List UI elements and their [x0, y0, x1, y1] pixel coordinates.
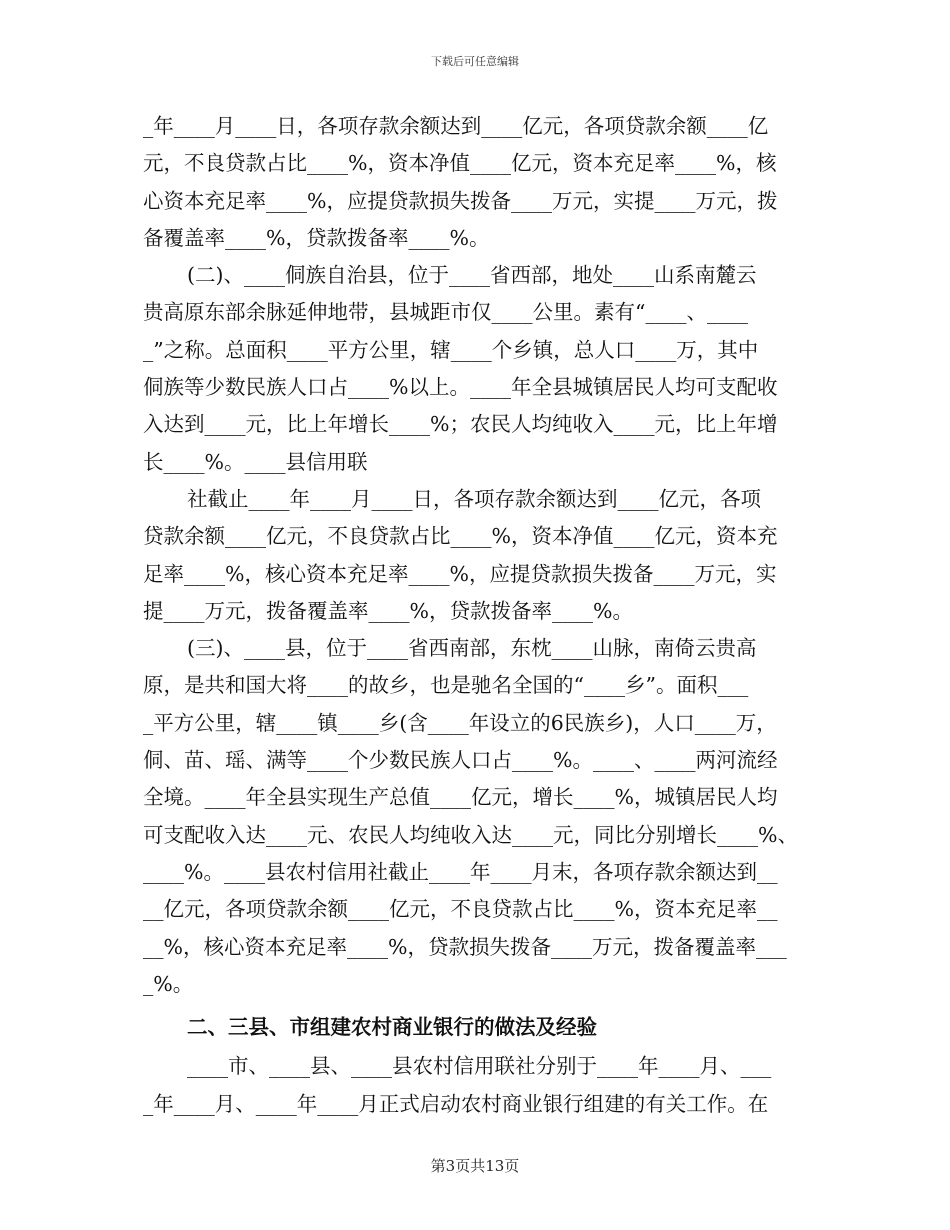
page-number-footer: 第3页共13页 [430, 1157, 520, 1175]
text-line: _年____月____日，各项存款余额达到____亿元，各项贷款余额____亿 [143, 114, 769, 138]
text-line: 元，不良贷款占比____%，资本净值____亿元，资本充足率____%，核 [143, 151, 777, 176]
text-line: _平方公里，辖____镇____乡(含____年设立的6民族乡)，人口____万， [143, 710, 777, 735]
text-line: 全境。____年全县实现生产总值____亿元，增长____%，城镇居民人均 [143, 785, 778, 810]
text-line: 社截止____年____月____日，各项存款余额达到____亿元，各项 [187, 486, 761, 511]
text-line: 贵高原东部余脉延伸地带，县城距市仅____公里。素有“____、____ [143, 300, 748, 325]
text-line: 提____万元，拨备覆盖率____%，贷款拨备率____%。 [143, 598, 633, 623]
text-line: _年____月、____年____月正式启动农村商业银行组建的有关工作。在 [143, 1091, 769, 1116]
text-line: 贷款余额____亿元，不良贷款占比____%，资本净值____亿元，资本充 [143, 524, 778, 549]
page-header: 下载后可任意编辑 [431, 55, 519, 68]
text-line: (二)、____侗族自治县，位于____省西部，地处____山系南麓云 [187, 263, 757, 288]
text-line: 心资本充足率____%，应提贷款损失拨备____万元，实提____万元，拨 [143, 188, 778, 213]
text-line: ____%。____县农村信用社截止____年____月末，各项存款余额达到__ [143, 859, 778, 884]
paragraph-2 [143, 257, 805, 481]
paragraph-4 [143, 630, 805, 1003]
paragraph-1 [143, 108, 805, 257]
paragraph-3 [143, 481, 805, 630]
text-line: 长____%。____县信用联 [143, 449, 368, 474]
text-line: (三)、____县，位于____省西南部，东枕____山脉，南倚云贵高 [187, 636, 757, 661]
text-line: 侗族等少数民族人口占____%以上。____年全县城镇居民人均可支配收 [143, 375, 778, 400]
text-line: __%，核心资本充足率____%，贷款损失拨备____万元，拨备覆盖率___ [143, 934, 787, 959]
text-line: 原，是共和国大将____的故乡，也是驰名全国的“____乡”。面积___ [143, 673, 749, 698]
text-line: 入达到____元，比上年增长____%；农民人均纯收入____元，比上年增 [143, 412, 778, 437]
text-line: __亿元，各项贷款余额____亿元，不良贷款占比____%，资本充足率__ [143, 897, 778, 922]
section-heading: 二、三县、市组建农村商业银行的做法及经验 [187, 1015, 597, 1040]
text-line: 备覆盖率____%，贷款拨备率____%。 [143, 225, 490, 250]
text-line: 可支配收入达____元、农民人均纯收入达____元，同比分别增长____%、 [143, 822, 798, 847]
text-line: ____市、____县、____县农村信用联社分别于____年____月、___ [187, 1054, 772, 1079]
text-line: 侗、苗、瑶、满等____个少数民族人口占____%。____、____两河流经 [143, 748, 778, 773]
document-body [143, 108, 805, 1123]
text-line: _%。 [143, 971, 194, 996]
text-line: 足率____%，核心资本充足率____%，应提贷款损失拨备____万元，实 [143, 561, 777, 586]
text-line: _”之称。总面积____平方公里，辖____个乡镇，总人口____万，其中 [143, 337, 759, 362]
paragraph-5 [143, 1048, 805, 1123]
